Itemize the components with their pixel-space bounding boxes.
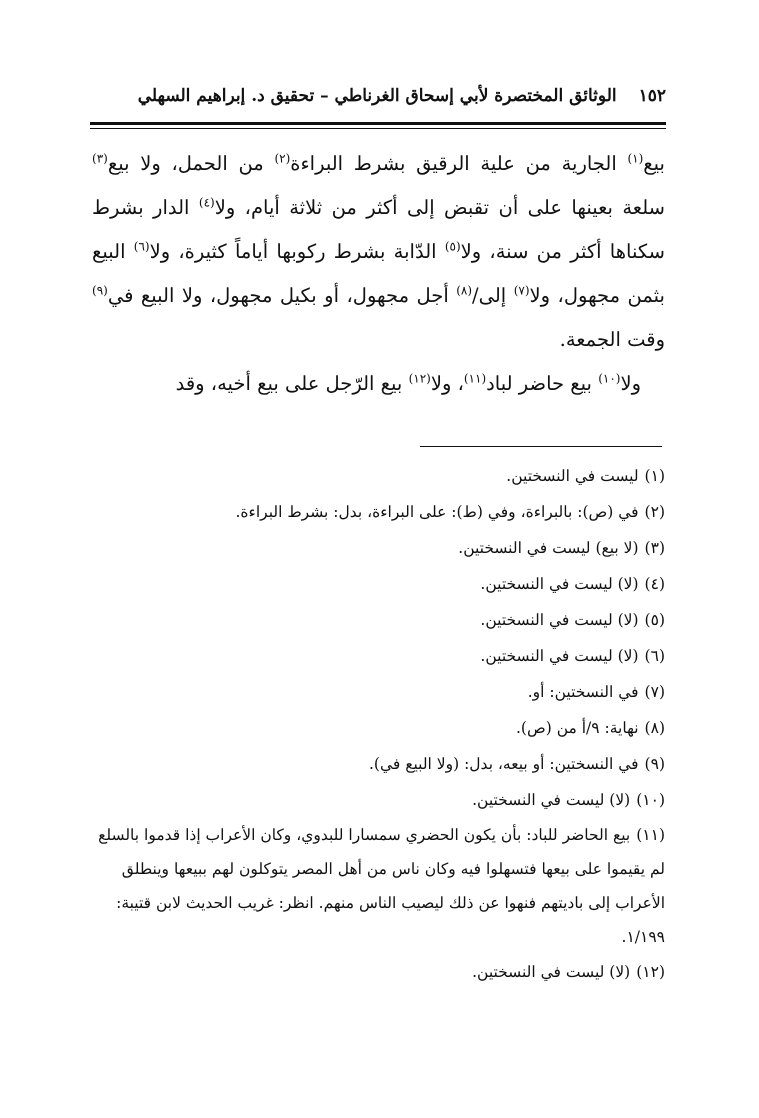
running-title: الوثائق المختصرة لأبي إسحاق الغرناطي – تحقيق د. إبراهيم السهلي (137, 86, 617, 106)
footnote-number: (٩) (644, 755, 665, 773)
footnote-7 (92, 674, 665, 710)
footnote-12 (92, 954, 665, 990)
text-run: البيع بثمن مجهول، ولا (92, 240, 665, 307)
text-run: ، ولا (430, 372, 464, 395)
footnote-ref-5[interactable]: (٥) (444, 239, 461, 254)
text-run: من الحمل، ولا بيع (107, 152, 275, 175)
footnote-number: (٨) (644, 719, 665, 737)
text-run: سلعة بعينها على أن تقبض إلى أكثر من ثلاثة أيام، ولا (214, 196, 666, 219)
header-rule-thick (90, 122, 666, 125)
footnote-ref-6[interactable]: (٦) (133, 239, 150, 254)
footnote-10 (92, 782, 665, 818)
footnote-number: (١) (644, 467, 665, 485)
footnote-text: ليست في النسختين. (506, 467, 639, 485)
footnote-number: (١٠) (636, 791, 665, 809)
text-run: وقت الجمعة. (559, 328, 665, 351)
page-number: ١٥٢ (638, 86, 666, 106)
footnote-ref-4[interactable]: (٤) (198, 195, 215, 210)
footnote-text: (لا) ليست في النسختين. (480, 611, 639, 629)
footnote-ref-7[interactable]: (٧) (513, 283, 530, 298)
footnote-3 (92, 530, 665, 566)
footnote-number: (٤) (644, 575, 665, 593)
text-run: ولا (620, 372, 641, 395)
text-run: إلى/ (472, 284, 514, 307)
footnote-text: (لا) ليست في النسختين. (472, 963, 631, 981)
footnote-4 (92, 566, 665, 602)
text-run: أجل مجهول، أو بكيل مجهول، ولا البيع في (107, 284, 457, 307)
footnote-number: (١٢) (636, 963, 665, 981)
footnote-text: (لا) ليست في النسختين. (472, 791, 631, 809)
text-run: الدّابة بشرط ركوبها أياماً كثيرة، ولا (149, 240, 445, 263)
footnote-number: (١١) (636, 826, 665, 844)
footnote-11 (92, 818, 665, 954)
footnote-2 (92, 494, 665, 530)
footnote-8 (92, 710, 665, 746)
footnotes (92, 458, 665, 990)
paragraph-1 (92, 142, 665, 362)
footnote-ref-1[interactable]: (١) (627, 151, 644, 166)
text-run: الدار بشرط سكناها أكثر من سنة، ولا (92, 196, 665, 263)
footnote-separator (420, 446, 662, 447)
main-text (92, 142, 665, 406)
footnote-5 (92, 602, 665, 638)
footnote-text: (لا) ليست في النسختين. (480, 647, 639, 665)
footnote-1 (92, 458, 665, 494)
footnote-text: نهاية: ٩/أ من (ص). (516, 719, 639, 737)
footnote-text: في النسختين: أو بيعه، بدل: (ولا البيع في). (368, 755, 639, 773)
text-run: بيع (643, 152, 665, 175)
footnote-ref-2[interactable]: (٢) (274, 151, 291, 166)
footnote-9 (92, 746, 665, 782)
running-header (90, 86, 666, 106)
header-rule-thin (90, 128, 666, 129)
footnote-number: (٢) (644, 503, 665, 521)
text-run: بيع الرّجل على بيع أخيه، وقد (175, 372, 409, 395)
footnote-ref-12[interactable]: (١٢) (408, 371, 431, 386)
footnote-number: (٦) (644, 647, 665, 665)
footnote-text: في النسختين: أو. (527, 683, 639, 701)
footnote-ref-11[interactable]: (١١) (463, 371, 487, 386)
paragraph-2 (92, 362, 665, 406)
footnote-text: بيع الحاضر للباد: بأن يكون الحضري سمسارا للبدوي، وكان الأعراب إذا قدموا بالسلع لم يقيموا على بيعها فتسهلوا فيه وكان ناس من أهل المصر يتوكلون لهم ببيعها وينطلق الأعراب إلى باديتهم فنهوا عن ذلك ليصيب الناس منهم. انظر: غريب الحديث لابن قتيبة: ١/١٩٩. (98, 826, 665, 946)
footnote-text: (لا) ليست في النسختين. (480, 575, 639, 593)
text-run: الجارية من علية الرقيق بشرط البراءة (290, 152, 628, 175)
footnote-6 (92, 638, 665, 674)
footnote-ref-10[interactable]: (١٠) (598, 371, 621, 386)
footnote-ref-8[interactable]: (٨) (456, 283, 473, 298)
text-run: بيع حاضر لباد (486, 372, 599, 395)
footnote-ref-3[interactable]: (٣) (92, 151, 108, 166)
footnote-number: (٥) (644, 611, 665, 629)
footnote-text: (لا بيع) ليست في النسختين. (458, 539, 639, 557)
footnote-number: (٣) (644, 539, 665, 557)
footnote-ref-9[interactable]: (٩) (92, 283, 108, 298)
footnote-text: في (ص): بالبراءة، وفي (ط): على البراءة، بدل: بشرط البراءة. (235, 503, 639, 521)
footnote-number: (٧) (644, 683, 665, 701)
